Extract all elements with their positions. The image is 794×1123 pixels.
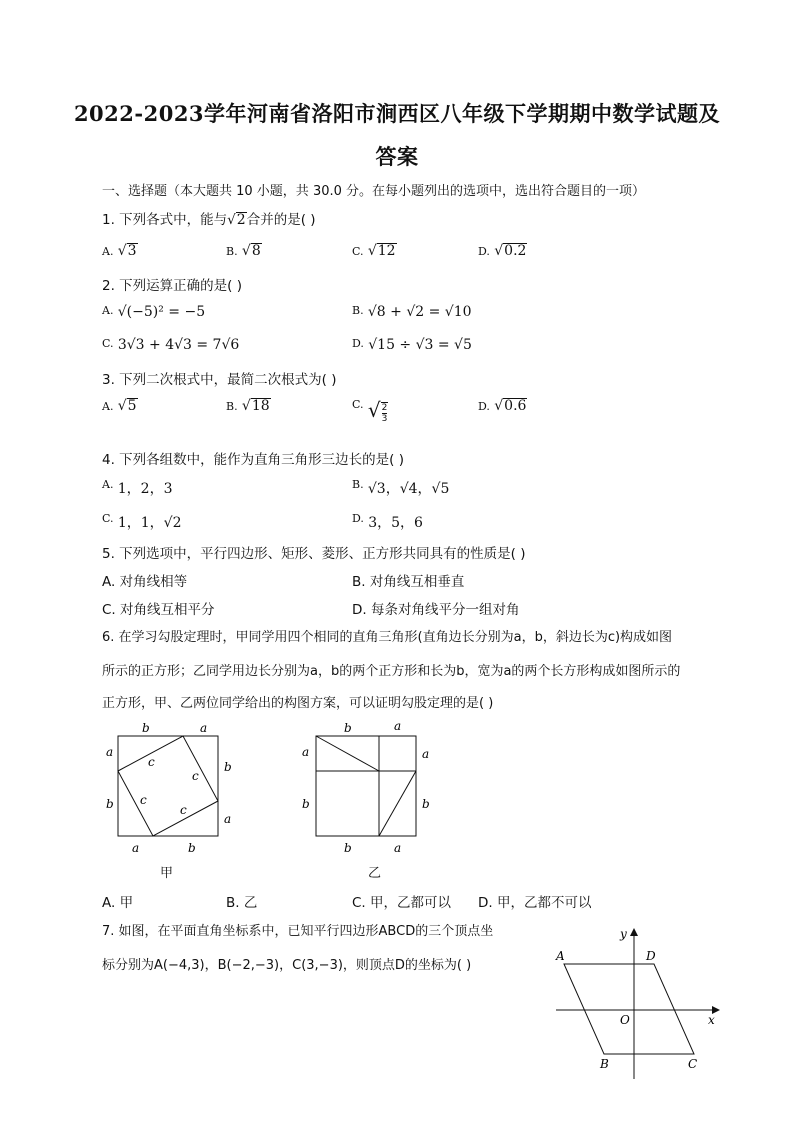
fraction: $\frac{2}{3}$ [381,403,388,424]
question-4-stem: 4. 下列各组数中，能作为直角三角形三边长的是( ) [102,452,404,468]
label-a: a [394,841,402,855]
label-a: a [422,747,430,761]
q5-option-d[interactable]: D. 每条对角线平分一组对角 [352,602,520,618]
page-title-line1: 2022-2023学年河南省洛阳市涧西区八年级下学期期中数学试题及 [73,101,721,126]
q2-option-b[interactable]: $^{B.}$ √8 + √2 = √10 [352,304,472,320]
q3-option-b[interactable]: B. √18 [226,398,270,414]
question-6-line3: 正方形，甲、乙两位同学给出的构图方案，可以证明勾股定理的是( ) [102,696,494,711]
label-b: b [188,841,196,855]
label-b: b [224,760,232,774]
point-a-label: A [556,949,565,963]
option-value: 0.2 [504,243,527,259]
diagonal-bottom [379,771,416,836]
q1-option-a[interactable]: A. √3 [102,243,137,259]
q6-option-c[interactable]: C. 甲，乙都可以 [352,895,452,911]
option-label: C. [352,245,364,258]
option-label: A. [102,245,114,258]
sqrt-symbol: √ [227,212,236,228]
question-7-line1: 7. 如图，在平面直角坐标系中，已知平行四边形ABCD的三个顶点坐 [102,924,494,939]
option-value: 12 [377,243,396,259]
q1-stem-rad: 2 [236,212,246,228]
point-c-label: C [688,1057,698,1071]
question-5-stem: 5. 下列选项中，平行四边形、矩形、菱形、正方形共同具有的性质是( ) [102,546,526,562]
figure-jia [96,716,246,856]
section-heading: 一、选择题（本大题共 10 小题，共 30.0 分。在每小题列出的选项中，选出符合题目的一项） [102,184,646,199]
figure-yi [294,716,444,856]
label-a: a [302,745,310,759]
question-6-line1: 6. 在学习勾股定理时，甲同学用四个相同的直角三角形(直角边长分别为a，b，斜边长为c)构成如图 [102,630,673,645]
label-b: b [106,797,114,811]
axis-x-label: x [708,1013,715,1027]
q5-option-c[interactable]: C. 对角线互相平分 [102,602,215,618]
point-d-label: D [646,949,656,963]
q6-option-a[interactable]: A. 甲 [102,895,134,911]
q4-option-d[interactable]: $^{D.}$ 3，5，6 [352,512,423,531]
question-2-stem: 2. 下列运算正确的是( ) [102,278,242,294]
label-b: b [344,841,352,855]
label-b: b [344,721,352,735]
label-c: c [148,755,155,769]
question-3-stem: 3. 下列二次根式中，最简二次根式为( ) [102,372,337,388]
label-c: c [180,803,187,817]
coordinate-figure [548,924,728,1082]
q1-option-b[interactable]: B. √8 [226,243,261,259]
q3-option-c[interactable]: $^{C.}$ √ $\frac{2}{3}$ [352,398,388,424]
q3-option-a[interactable]: A. √5 [102,398,137,414]
axis-y-label: y [620,927,627,941]
parallelogram-abcd [564,964,694,1054]
label-a: a [132,841,140,855]
q5-option-b[interactable]: B. 对角线互相垂直 [352,574,465,590]
option-expression: 3√3 + 4√3 = 7√6 [117,337,240,353]
q5-option-a[interactable]: A. 对角线相等 [102,574,188,590]
figure-jia-caption: 甲 [160,866,174,881]
option-expression: √15 ÷ √3 = √5 [368,337,472,353]
label-a: a [394,719,402,733]
option-value: 3 [127,243,137,259]
q1-option-c[interactable]: C. √12 [352,243,396,259]
q4-option-c[interactable]: $^{C.}$ 1，1，√2 [102,512,182,531]
option-value: 8 [251,243,261,259]
point-b-label: B [600,1057,609,1071]
q2-option-d[interactable]: $^{D.}$ √15 ÷ √3 = √5 [352,337,472,353]
label-c: c [140,793,147,807]
diagonal-top [316,736,379,771]
q1-option-d[interactable]: D. √0.2 [478,243,527,259]
option-label: B. [226,245,238,258]
q3-option-d[interactable]: D. √0.6 [478,398,527,414]
label-b: b [422,797,430,811]
option-expression: √8 + √2 = √10 [367,304,472,320]
question-1-stem [102,208,316,228]
q2-option-a[interactable]: $^{A.}$ √(−5)² = −5 [102,304,206,320]
question-6-line2: 所示的正方形；乙同学用边长分别为a，b的两个正方形和长为b，宽为a的两个长方形构成如图所示的 [102,664,681,679]
label-c: c [192,769,199,783]
question-7-line2: 标分别为A(−4,3)，B(−2,−3)，C(3,−3)，则顶点D的坐标为( ) [102,958,472,973]
page-title-line2: 答案 [375,144,419,169]
q2-option-c[interactable]: $^{C.}$ 3√3 + 4√3 = 7√6 [102,337,240,353]
q4-option-b[interactable]: $^{B.}$ √3，√4，√5 [352,478,450,497]
origin-label: O [620,1013,630,1027]
outer-square [118,736,218,836]
inner-square [118,736,218,836]
label-b: b [142,721,150,735]
option-label: D. [478,245,490,258]
label-a: a [106,745,114,759]
outer-square [316,736,416,836]
q6-option-d[interactable]: D. 甲，乙都不可以 [478,895,592,911]
label-a: a [224,812,232,826]
label-b: b [302,797,310,811]
figure-yi-caption: 乙 [368,866,382,881]
label-a: a [200,721,208,735]
q4-option-a[interactable]: $^{A.}$ 1，2，3 [102,478,173,497]
q6-option-b[interactable]: B. 乙 [226,895,258,911]
option-expression: √(−5)² = −5 [117,304,206,320]
q1-stem-b: 合并的是( ) [246,212,316,228]
q1-stem-a: 1. 下列各式中，能与 [102,212,228,228]
